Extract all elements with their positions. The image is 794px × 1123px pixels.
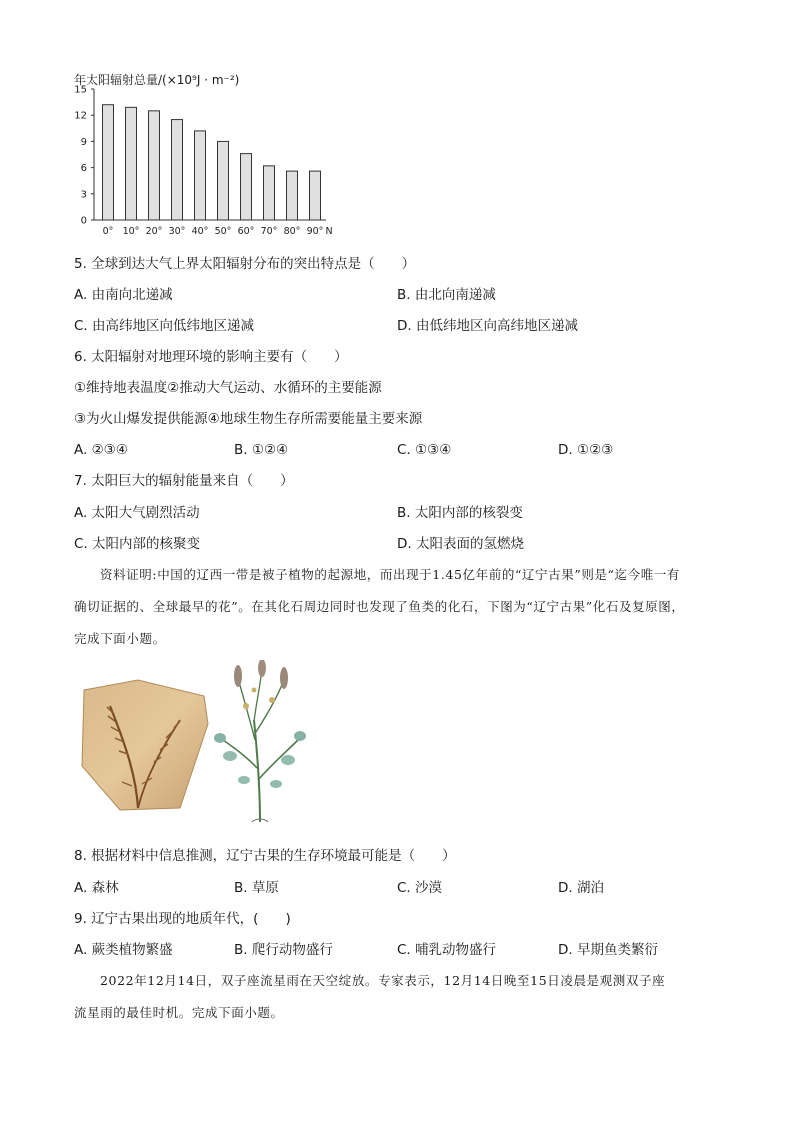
bar (149, 111, 160, 220)
q9-stem: 9. 辽宁古果出现的地质年代，( ) (74, 911, 291, 927)
x-tick-label: 50° (214, 226, 232, 237)
q6-option-d[interactable]: D. ①②③ (558, 442, 614, 458)
passage2-line1: 2022年12月14日，双子座流星雨在天空绽放。专家表示，12月14日晚至15日凌晨是观测双子座 (100, 973, 666, 988)
q8-option-b[interactable]: B. 草原 (234, 880, 279, 896)
x-tick-label: 60° (237, 226, 255, 237)
passage1-line1: 资料证明:中国的辽西一带是被子植物的起源地，而出现于1.45亿年前的“辽宁古果”则是“迄今唯一有 (100, 567, 681, 582)
q7-stem: 7. 太阳巨大的辐射能量来自（ ） (74, 473, 294, 489)
q6-statement-2: ③为火山爆发提供能源④地球生物生存所需要能量主要来源 (74, 411, 423, 427)
q8-option-c[interactable]: C. 沙漠 (397, 880, 443, 896)
q9-option-a[interactable]: A. 蕨类植物繁盛 (74, 942, 173, 958)
q6-option-b[interactable]: B. ①②④ (234, 442, 289, 458)
q5-option-c[interactable]: C. 由高纬地区向低纬地区递减 (74, 318, 255, 334)
q7-option-b[interactable]: B. 太阳内部的核裂变 (397, 505, 523, 521)
bar (287, 171, 298, 220)
x-axis-unit-label: N (325, 226, 333, 237)
x-tick-label: 90° (306, 226, 324, 237)
fossil-image (76, 676, 212, 812)
q5-stem: 5. 全球到达大气上界太阳辐射分布的突出特点是（ ） (74, 256, 416, 272)
q9-option-d[interactable]: D. 早期鱼类繁衍 (558, 942, 658, 958)
q6-option-a[interactable]: A. ②③④ (74, 442, 128, 458)
q6-stem: 6. 太阳辐射对地理环境的影响主要有（ ） (74, 349, 348, 365)
reconstruction-drawing (210, 660, 318, 828)
q9-option-c[interactable]: C. 哺乳动物盛行 (397, 942, 497, 958)
x-tick-label: 10° (122, 226, 140, 237)
passage1-line3: 完成下面小题。 (74, 631, 166, 646)
x-tick-label: 0° (102, 226, 114, 237)
chart-title: 年太阳辐射总量/(×10⁹J · m⁻²) (74, 73, 240, 87)
bar (172, 120, 183, 220)
q7-option-d[interactable]: D. 太阳表面的氢燃烧 (397, 536, 524, 552)
q6-statement-1: ①维持地表温度②推动大气运动、水循环的主要能源 (74, 380, 382, 396)
x-tick-label: 40° (191, 226, 209, 237)
passage1-line2: 确切证据的、全球最早的花”。在其化石周边同时也发现了鱼类的化石，下图为“辽宁古果”化石及复原图， (74, 599, 685, 614)
q7-option-a[interactable]: A. 太阳大气剧烈活动 (74, 505, 200, 521)
x-tick-label: 70° (260, 226, 278, 237)
bar (195, 131, 206, 220)
q8-stem: 8. 根据材料中信息推测，辽宁古果的生存环境最可能是（ ） (74, 848, 456, 864)
q6-option-c[interactable]: C. ①③④ (397, 442, 452, 458)
x-tick-label: 80° (283, 226, 301, 237)
y-tick-label: 12 (74, 110, 87, 122)
y-tick-label: 15 (74, 84, 87, 96)
solar-radiation-bar-chart (60, 80, 350, 240)
y-tick-label: 3 (80, 189, 87, 201)
y-tick-label: 9 (80, 136, 87, 148)
q7-option-c[interactable]: C. 太阳内部的核聚变 (74, 536, 201, 552)
bar (126, 107, 137, 220)
bar (241, 154, 252, 220)
q8-option-d[interactable]: D. 湖泊 (558, 880, 604, 896)
passage2-line2: 流星雨的最佳时机。完成下面小题。 (74, 1005, 284, 1020)
bar (103, 105, 114, 220)
bar (310, 171, 321, 220)
q5-option-d[interactable]: D. 由低纬地区向高纬地区递减 (397, 318, 578, 334)
q5-option-b[interactable]: B. 由北向南递减 (397, 287, 496, 303)
bar (218, 141, 229, 220)
q9-option-b[interactable]: B. 爬行动物盛行 (234, 942, 333, 958)
x-tick-label: 20° (145, 226, 163, 237)
q5-option-a[interactable]: A. 由南向北递减 (74, 287, 173, 303)
y-tick-label: 0 (80, 215, 87, 227)
q8-option-a[interactable]: A. 森林 (74, 880, 119, 896)
y-tick-label: 6 (80, 163, 87, 175)
bar (264, 166, 275, 220)
x-tick-label: 30° (168, 226, 186, 237)
